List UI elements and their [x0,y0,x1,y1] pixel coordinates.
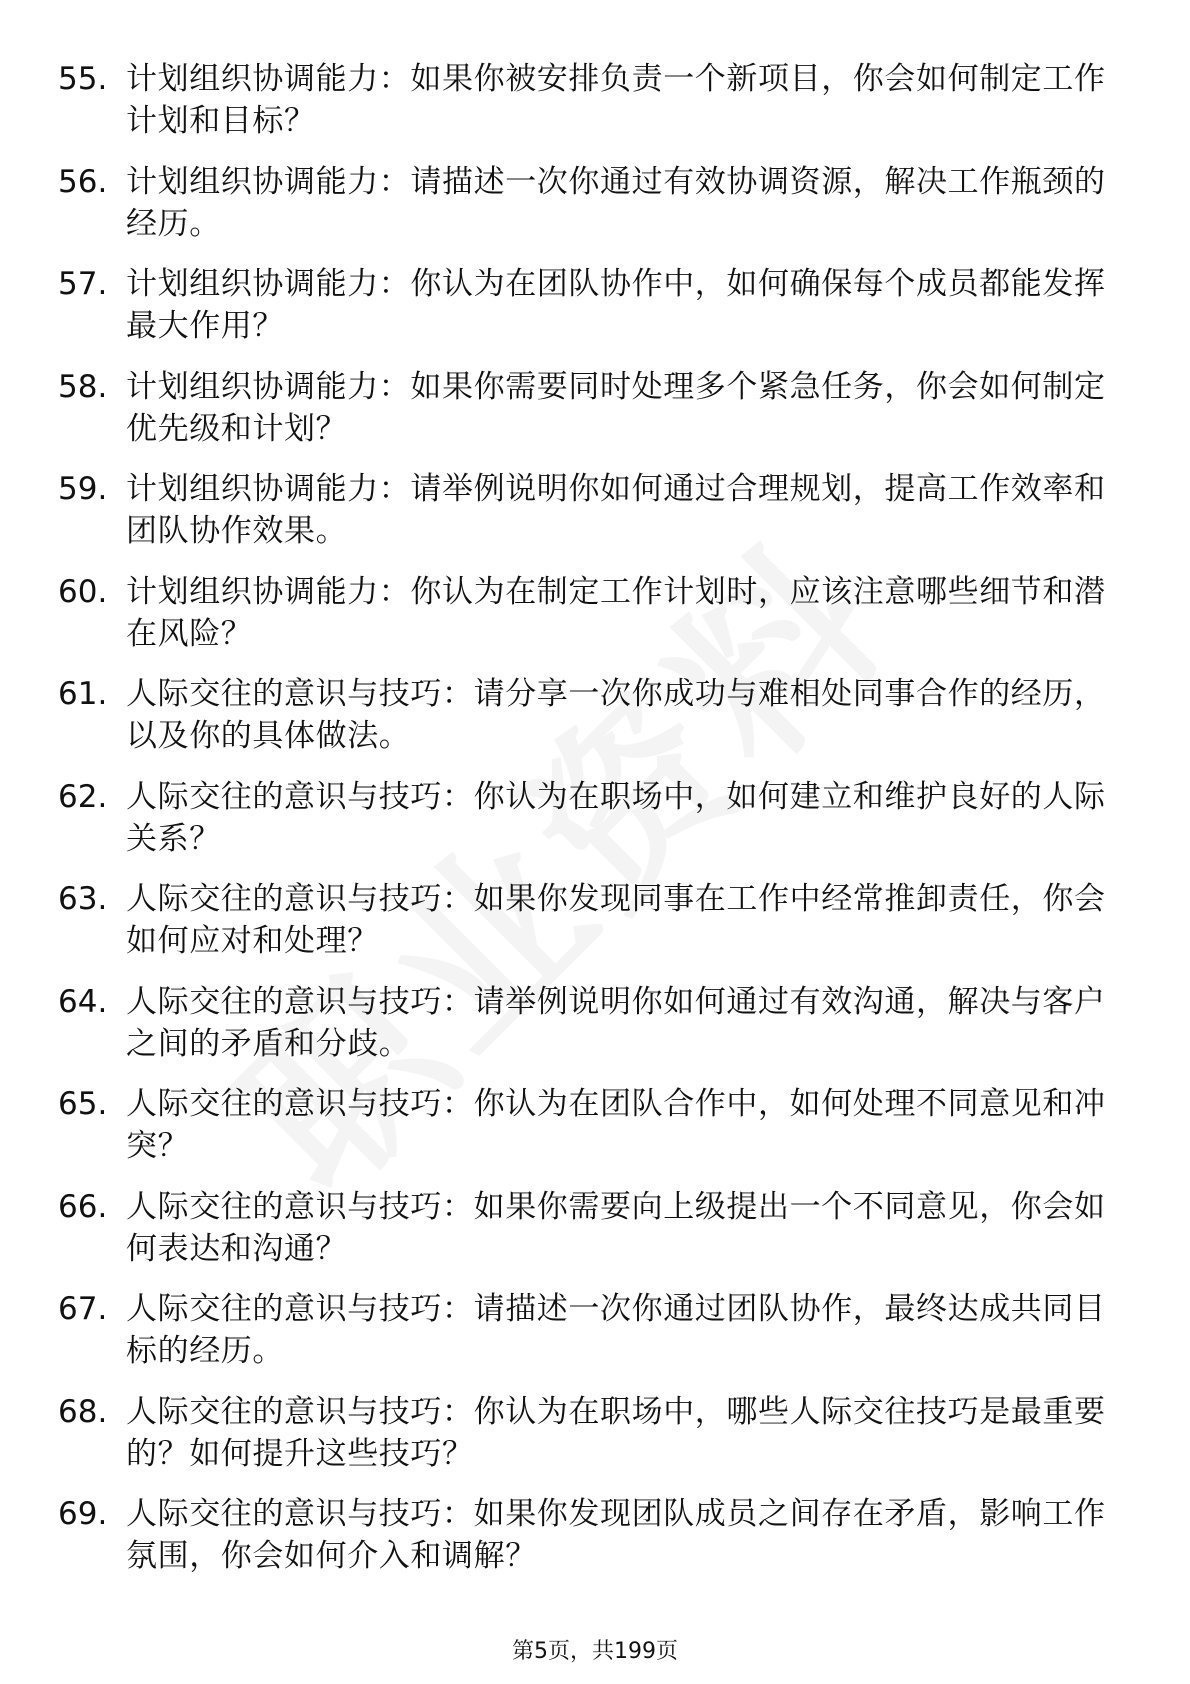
question-number: 62. [58,778,108,815]
question-item [0,870,1190,973]
question-item [0,460,1190,563]
question-text: 计划组织协调能力：请描述一次你通过有效协调资源，解决工作瓶颈的经历。 [126,163,1106,242]
question-text: 人际交往的意识与技巧：如果你发现同事在工作中经常推卸责任，你会如何应对和处理？ [126,881,1106,959]
question-text: 计划组织协调能力：你认为在制定工作计划时，应该注意哪些细节和潜在风险？ [126,573,1106,652]
page-number-label: 第5页，共199页 [512,1639,678,1664]
question-number: 57. [58,266,108,302]
question-number: 61. [58,676,108,712]
question-number: 66. [58,1188,108,1225]
question-list [0,50,1190,1588]
question-item [0,563,1190,666]
question-item [0,153,1190,256]
question-item [0,1280,1190,1383]
question-number: 63. [58,881,108,917]
question-number: 64. [58,983,108,1020]
page-footer [0,1634,1190,1665]
question-text: 计划组织协调能力：你认为在团队协作中，如何确保每个成员都能发挥最大作用？ [126,266,1106,344]
question-text: 人际交往的意识与技巧：请分享一次你成功与难相处同事合作的经历，以及你的具体做法。 [126,676,1106,754]
question-item [0,665,1190,768]
question-number: 67. [58,1291,108,1327]
question-text: 计划组织协调能力：请举例说明你如何通过合理规划，提高工作效率和团队协作效果。 [126,471,1106,549]
question-item [0,1178,1190,1281]
question-number: 65. [58,1086,108,1122]
question-number: 69. [58,1496,108,1532]
question-text: 人际交往的意识与技巧：请描述一次你通过团队协作，最终达成共同目标的经历。 [126,1291,1106,1369]
question-item [0,1075,1190,1178]
question-text: 计划组织协调能力：如果你需要同时处理多个紧急任务，你会如何制定优先级和计划？ [126,368,1106,447]
question-text: 人际交往的意识与技巧：你认为在团队合作中，如何处理不同意见和冲突？ [126,1086,1106,1164]
question-number: 59. [58,471,108,507]
question-item [0,358,1190,461]
question-item [0,1383,1190,1486]
question-text: 人际交往的意识与技巧：如果你发现团队成员之间存在矛盾，影响工作氛围，你会如何介入和调解？ [126,1496,1106,1574]
question-number: 68. [58,1393,108,1430]
question-text: 人际交往的意识与技巧：你认为在职场中，如何建立和维护良好的人际关系？ [126,778,1106,857]
question-item [0,768,1190,871]
question-number: 60. [58,573,108,610]
question-item [0,255,1190,358]
question-number: 56. [58,163,108,200]
question-text: 人际交往的意识与技巧：请举例说明你如何通过有效沟通，解决与客户之间的矛盾和分歧。 [126,983,1106,1062]
question-item [0,50,1190,153]
question-number: 58. [58,368,108,405]
question-text: 计划组织协调能力：如果你被安排负责一个新项目，你会如何制定工作计划和目标？ [126,61,1106,139]
question-text: 人际交往的意识与技巧：你认为在职场中，哪些人际交往技巧是最重要的？如何提升这些技巧？ [126,1393,1106,1472]
question-item [0,973,1190,1076]
question-text: 人际交往的意识与技巧：如果你需要向上级提出一个不同意见，你会如何表达和沟通？ [126,1188,1106,1267]
question-number: 55. [58,61,108,97]
question-item [0,1485,1190,1588]
